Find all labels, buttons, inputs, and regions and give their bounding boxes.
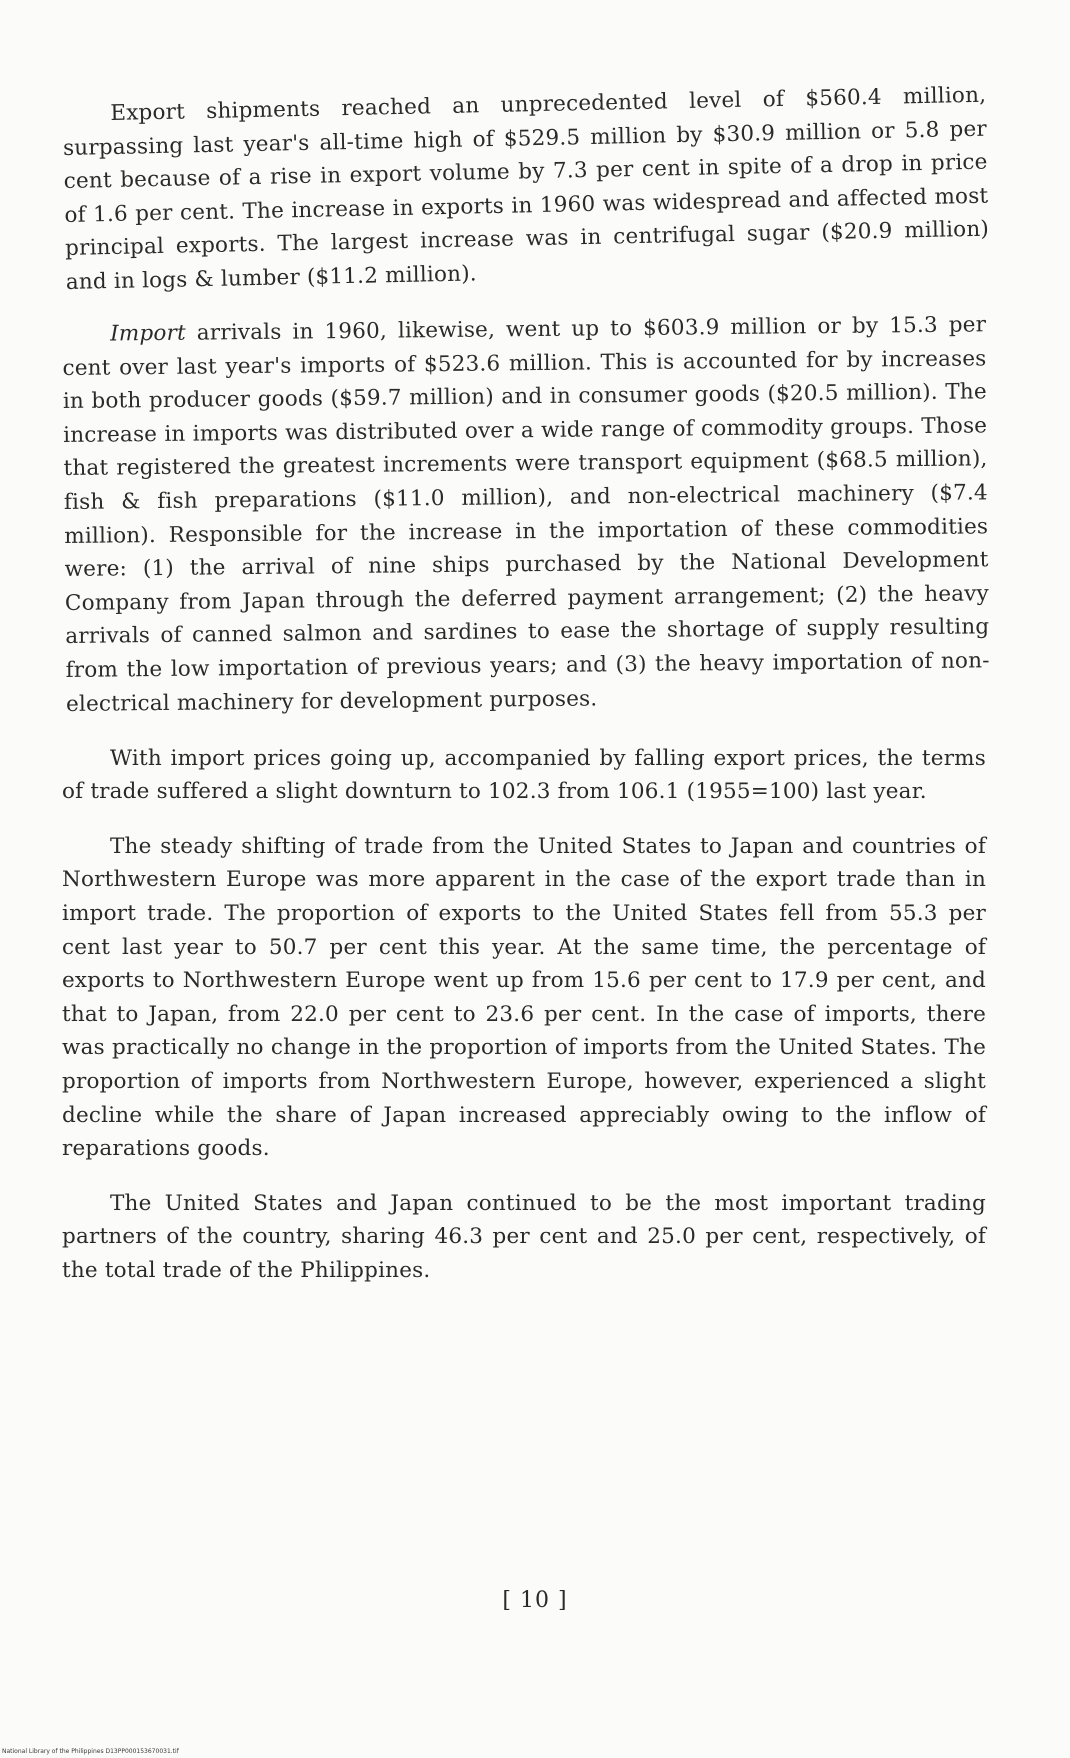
paragraph-text: With import prices going up, accompanied by falling export prices, the terms of trade suffered a slight downturn to 102.3 from 106.1 (1955=100) last year.: [62, 745, 986, 805]
paragraph-exports: [62, 79, 990, 300]
body-text: [62, 82, 990, 1309]
paragraph-trading-partners: [62, 1187, 986, 1288]
page-number: [ 10 ]: [502, 1588, 568, 1613]
paragraph-text: The United States and Japan continued to be the most important trading partners of the country, sharing 46.3 per cent and 25.0 per cent, respectively, of the total trade of the Philippines.: [62, 1190, 986, 1283]
paragraph-text: The steady shifting of trade from the United States to Japan and countries of Northwestern Europe was more apparent in the case of the export trade than in import trade. The proportion of exports to the United States fell from 55.3 per cent last year to 50.7 per cent this year. At the same time, the percentage of exports to Northwestern Europe went up from 15.6 per cent to 17.9 per cent, and that to Japan, from 22.0 per cent to 23.6 per cent. In the case of imports, there was practically no change in the proportion of imports from the United States. The proportion of imports from Northwestern Europe, however, experienced a slight decline while the share of Japan increased appreciably owing to the inflow of reparations goods.: [62, 833, 986, 1162]
paragraph-trade-shift: [62, 830, 986, 1166]
paragraph-lead: Import: [110, 320, 187, 347]
paragraph-text: Export shipments reached an unprecedented level of $560.4 million, surpassing last year's all-time high of $529.5 million by $30.9 million or 5.8 per cent because of a rise in export volume by 7.3 per cent in spite of a drop in price of 1.6 per cent. The increase in exports in 1960 was widespread and affected most principal exports. The largest increase was in centrifugal sugar ($20.9 million) and in logs & lumber ($11.2 million).: [62, 82, 990, 295]
scan-credit: National Library of the Philippines D13PP000153670031.tif: [2, 1748, 179, 1755]
paragraph-terms-of-trade: [62, 742, 986, 809]
paragraph-text: arrivals in 1960, likewise, went up to $603.9 million or by 15.3 per cent over last year's imports of $523.6 million. This is accounted for by increases in both producer goods ($59.7 million) and in consumer goods ($20.5 million). The increase in imports was distributed over a wide range of commodity groups. Those that registered the greatest increments were transport equipment ($68.5 million), fish & fish preparations ($11.0 million), and non-electrical machinery ($7.4 million). Responsible for the increase in the importation of these commodities were: (1) the arrival of nine ships purchased by the National Development Company from Japan through the deferred payment arrangement; (2) the heavy arrivals of canned salmon and sardines to ease the shortage of supply resulting from the low importation of previous years; and (3) the heavy importation of non-electrical machinery for development purposes.: [62, 311, 990, 717]
paragraph-imports: [62, 308, 990, 721]
